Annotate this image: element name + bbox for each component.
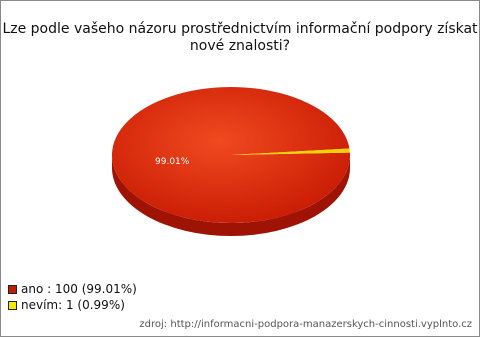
chart-title-line-2: nové znalosti? (189, 38, 291, 54)
legend-swatch-ano (8, 285, 17, 294)
pie-percent-label: 99.01% (155, 157, 190, 167)
pie-slice-ano (112, 87, 350, 223)
pie-tops (112, 87, 350, 223)
chart-title-line-1: Lze podle vašeho názoru prostřednictvím informační podpory získat (2, 21, 478, 37)
source-note: zdroj: http://informacni-podpora-manazerskych-cinnosti.vyplnto.cz (139, 319, 472, 330)
legend-item-ano (8, 281, 137, 297)
legend (8, 281, 137, 313)
legend-item-nevim (8, 297, 137, 313)
legend-label-nevim: nevím: 1 (0.99%) (21, 298, 125, 312)
legend-swatch-nevim (8, 301, 17, 310)
legend-label-ano: ano : 100 (99.01%) (21, 282, 137, 296)
